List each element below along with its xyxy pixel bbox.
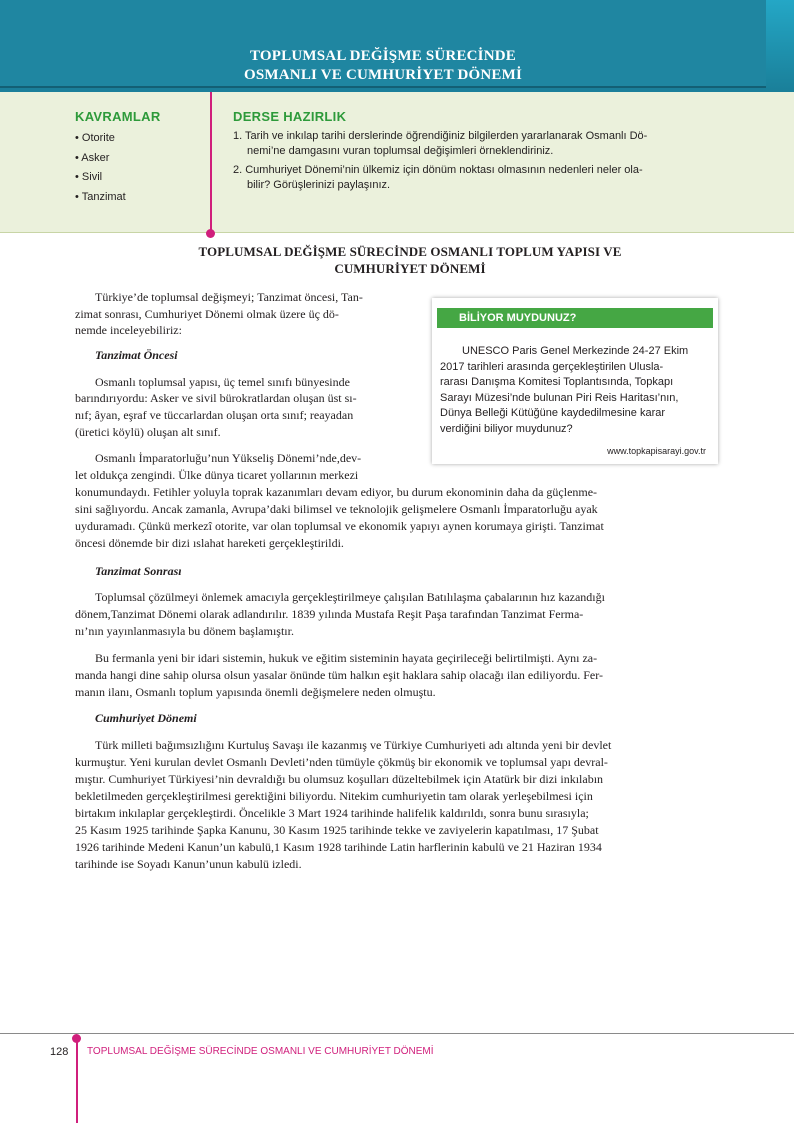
panel-divider-dot <box>206 229 215 238</box>
intro-line: nemde inceleyebiliriz: <box>75 323 182 337</box>
text-line: (üretici köylü) oluşan alt sınıf. <box>75 425 221 439</box>
heading-tanzimat-oncesi: Tanzimat Öncesi <box>95 348 178 362</box>
text-line: manda hangi dine sahip olursa olsun yasalar önünde tüm halkın eşit haklara sahip olacağı ilan ediliyordu. Fer- <box>75 668 603 682</box>
section-title-line1: TOPLUMSAL DEĞİŞME SÜRECİNDE OSMANLI TOPLUM YAPISI VE <box>198 244 622 259</box>
chapter-title <box>0 47 766 85</box>
kavram-item: • Asker <box>75 151 110 164</box>
info-box-line: Sarayı Müzesi’nde bulunan Piri Reis Haritası’nın, <box>440 391 679 404</box>
text-line: 25 Kasım 1925 tarihinde Şapka Kanunu, 30 Kasım 1925 tarihinde tekke ve zaviyelerin kapatılması, 17 Şubat <box>75 823 599 837</box>
text-line: sini sağlıyordu. Ancak zamanla, Avrupa’daki bilimsel ve teknolojik gelişmelere Osmanlı İmparatorluğu ayak <box>75 502 598 516</box>
info-box-title: BİLİYOR MUYDUNUZ? <box>437 308 713 328</box>
text-line: dönem,Tanzimat Dönemi olarak adlandırılır. 1839 yılında Mustafa Reşit Paşa tarafından Tanzimat Ferma- <box>75 607 584 621</box>
text-line: 1926 tarihinde Medeni Kanun’un kabulü,1 Kasım 1928 tarihinde Latin harflerinin kabulü ve 21 Haziran 1934 <box>75 840 602 854</box>
question-2 <box>233 163 713 193</box>
text-line: nı’nın yayınlanmasıyla bu dönem başlamıştır. <box>75 624 294 638</box>
info-box-body <box>440 344 704 438</box>
info-box-line: verdiğini biliyor muydunuz? <box>440 422 573 435</box>
text-line: let oldukça zengindi. Ülke dünya ticaret yollarının merkezi <box>75 468 359 482</box>
page-number: 128 <box>50 1046 69 1058</box>
heading-tanzimat-sonrasi: Tanzimat Sonrası <box>95 564 182 578</box>
section-title-line2: CUMHURİYET DÖNEMİ <box>334 261 486 276</box>
text-line: Osmanlı toplumsal yapısı, üç temel sınıfı bünyesinde <box>95 375 350 389</box>
kavramlar-title: KAVRAMLAR <box>75 109 161 124</box>
question-2-line1: 2. Cumhuriyet Dönemi’nin ülkemiz için dönüm noktası olmasının nedenleri neler ola- <box>233 164 643 176</box>
text-line: konumundaydı. Fetihler yoluyla toprak kazanımları devam ediyor, bu durum ekonominin daha da güçlenme- <box>75 485 598 499</box>
footer-chapter-title: TOPLUMSAL DEĞİŞME SÜRECİNDE OSMANLI VE CUMHURİYET DÖNEMİ <box>87 1046 434 1057</box>
page-header <box>0 0 794 92</box>
header-side-stripe <box>766 0 794 92</box>
kavramlar-list <box>75 129 126 207</box>
text-line: Bu fermanla yeni bir idari sistemin, hukuk ve eğitim sisteminin hayata geçirileceği belirtilmişti. Aynı za- <box>95 651 598 665</box>
text-line: Türk milleti bağımsızlığını Kurtuluş Savaşı ile kazanmış ve Türkiye Cumhuriyeti adı altında yeni bir devlet <box>95 738 612 752</box>
text-line: manın ilanı, Osmanlı toplum yapısında önemli değişmelere neden olmuştu. <box>75 685 436 699</box>
panel-divider <box>210 92 212 233</box>
info-box-source: www.topkapisarayi.gov.tr <box>607 446 706 456</box>
question-1 <box>233 129 713 159</box>
text-line: uyduramadı. Çünkü merkezî otorite, var olan toplumsal ve ekonomik yapıyı aynen korumaya girişti. Tanzimat <box>75 519 604 533</box>
question-2-line2: bilir? Görüşlerinizi paylaşınız. <box>247 179 391 191</box>
chapter-title-line2: OSMANLI VE CUMHURİYET DÖNEMİ <box>244 67 522 83</box>
info-box <box>432 298 718 464</box>
text-line: öncesi dönemde bir dizi ıslahat hareketi gerçekleştirildi. <box>75 536 344 550</box>
kavram-item: • Sivil <box>75 171 103 183</box>
footer-divider-dot <box>72 1034 81 1043</box>
question-1-line1: 1. Tarih ve inkılap tarihi derslerinde öğrendiğiniz bilgilerden yararlanarak Osmanlı Dö- <box>233 130 648 142</box>
intro-line: Türkiye’de toplumsal değişmeyi; Tanzimat öncesi, Tan- <box>95 290 363 304</box>
chapter-title-line1: TOPLUMSAL DEĞİŞME SÜRECİNDE <box>249 48 516 64</box>
footer-divider <box>76 1040 78 1123</box>
info-box-line: UNESCO Paris Genel Merkezinde 24-27 Ekim <box>462 345 689 357</box>
section-title <box>110 243 710 277</box>
text-line: barındırıyordu: Asker ve sivil bürokratlardan oluşan üst sı- <box>75 391 357 405</box>
text-line: kurmuştur. Yeni kurulan devlet Osmanlı Devleti’nden tümüyle çökmüş bir ekonomik ve toplumsal yapı devral- <box>75 755 608 769</box>
text-line: tarihinde ise Soyadı Kanun’unun kabulü izledi. <box>75 857 302 871</box>
text-line: nıf; âyan, eşraf ve tüccarlardan oluşan orta sınıf; reayadan <box>75 408 354 422</box>
text-line: Osmanlı İmparatorluğu’nun Yükseliş Dönemi’nde,dev- <box>95 451 362 465</box>
intro-line: zimat sonrası, Cumhuriyet Dönemi olmak üzere üç dö- <box>75 307 339 321</box>
derse-hazirlik-title: DERSE HAZIRLIK <box>233 109 347 124</box>
info-box-line: 2017 tarihleri arasında gerçekleştirilen Ulusla- <box>440 360 664 373</box>
kavram-item: • Tanzimat <box>75 190 126 203</box>
text-line: bekletilmeden gerçekleştirilmesi gerektiğini biliyordu. Nitekim cumhuriyetin tam olarak yerleşebilmesi için <box>75 789 593 803</box>
text-line: birtakım inkılaplar gerçekleştirdi. Öncelikle 3 Mart 1924 tarihinde halifelik kaldırıldı, sonra bunu sırasıyla; <box>75 806 589 820</box>
info-box-line: rarası Danışma Komitesi Toplantısında, Topkapı <box>440 376 674 389</box>
kavram-item: • Otorite <box>75 132 115 144</box>
heading-cumhuriyet-donemi: Cumhuriyet Dönemi <box>95 711 197 725</box>
text-line: Toplumsal çözülmeyi önlemek amacıyla gerçekleştirilmeye çalışılan Batılılaşma çabalarının hız kazandığı <box>95 590 605 604</box>
derse-hazirlik-list <box>233 129 713 197</box>
question-1-line2: nemi’ne damgasını vuran toplumsal değişimleri örneklendiriniz. <box>247 145 554 157</box>
text-line: mıştır. Cumhuriyet Türkiyesi’nin devraldığı bu olumsuz koşulları düzeltebilmek için Atatürk bir dizi inkılabın <box>75 772 604 786</box>
footer-rule <box>0 1033 794 1034</box>
info-box-line: Dünya Belleği Kütüğüne kaydedilmesine karar <box>440 407 666 420</box>
